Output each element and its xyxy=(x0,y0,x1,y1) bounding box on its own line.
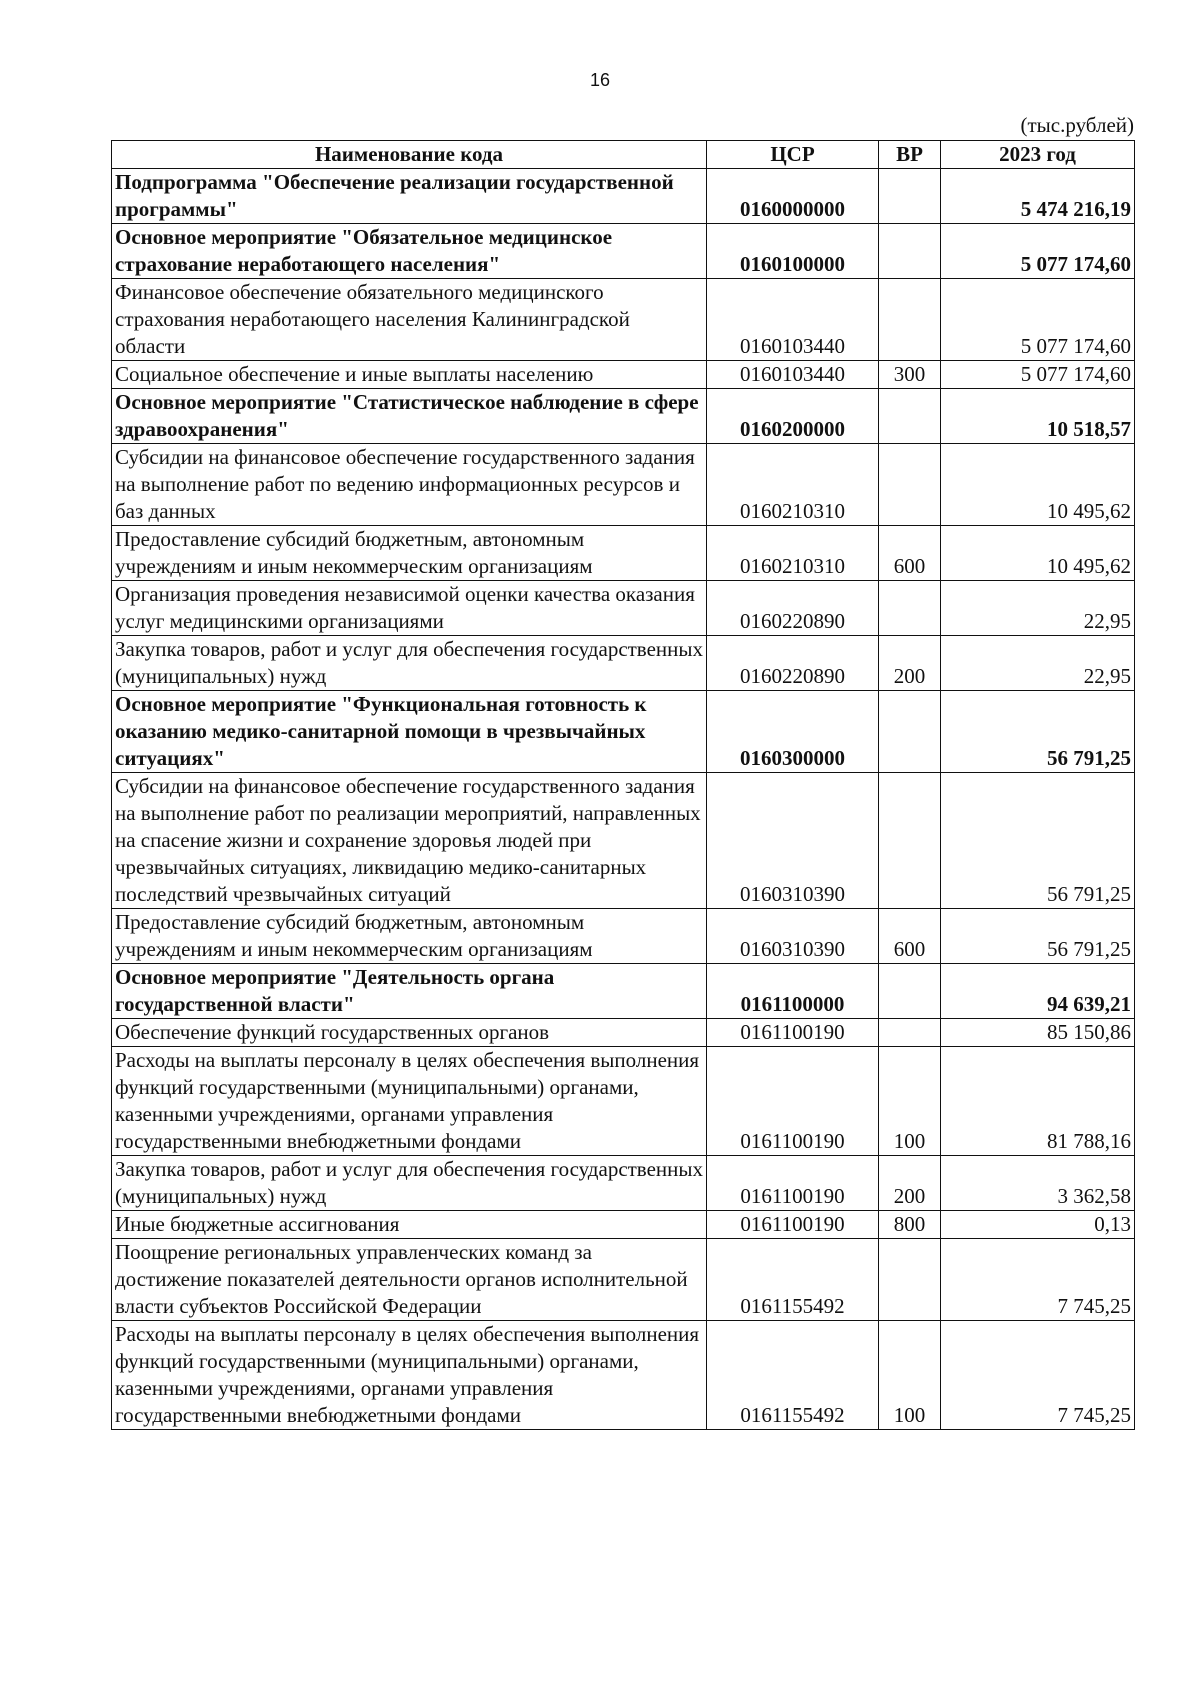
row-vr xyxy=(879,389,941,444)
table-row xyxy=(112,1321,1135,1430)
row-vr: 800 xyxy=(879,1211,941,1239)
row-amount: 10 495,62 xyxy=(941,526,1135,581)
row-vr: 100 xyxy=(879,1047,941,1156)
row-code: 0161100190 xyxy=(707,1211,879,1239)
row-code: 0160210310 xyxy=(707,444,879,526)
row-amount: 5 077 174,60 xyxy=(941,361,1135,389)
row-amount: 22,95 xyxy=(941,581,1135,636)
row-name: Основное мероприятие "Статистическое наблюдение в сфере здравоохранения" xyxy=(112,389,707,444)
table-header-row xyxy=(112,141,1135,169)
column-header-vr: ВР xyxy=(879,141,941,169)
table-row xyxy=(112,1156,1135,1211)
row-amount: 56 791,25 xyxy=(941,773,1135,909)
row-amount: 10 495,62 xyxy=(941,444,1135,526)
table-row xyxy=(112,909,1135,964)
row-name: Предоставление субсидий бюджетным, автономным учреждениям и иным некоммерческим организациям xyxy=(112,909,707,964)
row-vr xyxy=(879,1019,941,1047)
row-vr xyxy=(879,279,941,361)
units-label: (тыс.рублей) xyxy=(1020,113,1134,137)
row-vr xyxy=(879,444,941,526)
row-code: 0161155492 xyxy=(707,1321,879,1430)
row-name: Основное мероприятие "Деятельность органа государственной власти" xyxy=(112,964,707,1019)
page-number: 16 xyxy=(589,70,611,90)
row-amount: 94 639,21 xyxy=(941,964,1135,1019)
row-name: Финансовое обеспечение обязательного медицинского страхования неработающего населения Калининградской области xyxy=(112,279,707,361)
row-vr: 300 xyxy=(879,361,941,389)
row-amount: 85 150,86 xyxy=(941,1019,1135,1047)
row-name: Основное мероприятие "Функциональная готовность к оказанию медико-санитарной помощи в чрезвычайных ситуациях" xyxy=(112,691,707,773)
table-row xyxy=(112,526,1135,581)
row-amount: 5 474 216,19 xyxy=(941,169,1135,224)
row-name: Социальное обеспечение и иные выплаты населению xyxy=(112,361,707,389)
row-name: Иные бюджетные ассигнования xyxy=(112,1211,707,1239)
table-row xyxy=(112,279,1135,361)
row-amount: 5 077 174,60 xyxy=(941,279,1135,361)
row-name: Основное мероприятие "Обязательное медицинское страхование неработающего населения" xyxy=(112,224,707,279)
row-vr xyxy=(879,1239,941,1321)
row-code: 0160200000 xyxy=(707,389,879,444)
table-row xyxy=(112,224,1135,279)
row-code: 0160100000 xyxy=(707,224,879,279)
row-vr xyxy=(879,224,941,279)
table-row xyxy=(112,1047,1135,1156)
row-name: Предоставление субсидий бюджетным, автономным учреждениям и иным некоммерческим организациям xyxy=(112,526,707,581)
row-amount: 5 077 174,60 xyxy=(941,224,1135,279)
row-vr: 200 xyxy=(879,636,941,691)
row-amount: 22,95 xyxy=(941,636,1135,691)
row-amount: 7 745,25 xyxy=(941,1239,1135,1321)
row-code: 0160310390 xyxy=(707,773,879,909)
row-name: Расходы на выплаты персоналу в целях обеспечения выполнения функций государственными (муниципальными) органами, казенными учреждениями, органами управления государственными внебюджетными фондами xyxy=(112,1321,707,1430)
row-amount: 7 745,25 xyxy=(941,1321,1135,1430)
row-name: Обеспечение функций государственных органов xyxy=(112,1019,707,1047)
row-code: 0160000000 xyxy=(707,169,879,224)
row-vr xyxy=(879,773,941,909)
column-header-code: ЦСР xyxy=(707,141,879,169)
table-row xyxy=(112,964,1135,1019)
row-name: Закупка товаров, работ и услуг для обеспечения государственных (муниципальных) нужд xyxy=(112,1156,707,1211)
budget-table xyxy=(111,140,1135,1430)
row-amount: 0,13 xyxy=(941,1211,1135,1239)
table-row xyxy=(112,169,1135,224)
table-row xyxy=(112,361,1135,389)
table-row xyxy=(112,389,1135,444)
row-vr: 600 xyxy=(879,909,941,964)
row-code: 0161100190 xyxy=(707,1156,879,1211)
table-row xyxy=(112,636,1135,691)
row-amount: 56 791,25 xyxy=(941,691,1135,773)
row-name: Подпрограмма "Обеспечение реализации государственной программы" xyxy=(112,169,707,224)
row-code: 0161155492 xyxy=(707,1239,879,1321)
row-amount: 81 788,16 xyxy=(941,1047,1135,1156)
row-vr: 200 xyxy=(879,1156,941,1211)
row-code: 0161100190 xyxy=(707,1019,879,1047)
row-code: 0161100190 xyxy=(707,1047,879,1156)
row-vr xyxy=(879,581,941,636)
row-name: Субсидии на финансовое обеспечение государственного задания на выполнение работ по ведению информационных ресурсов и баз данных xyxy=(112,444,707,526)
row-code: 0160210310 xyxy=(707,526,879,581)
column-header-amount: 2023 год xyxy=(941,141,1135,169)
row-name: Поощрение региональных управленческих команд за достижение показателей деятельности органов исполнительной власти субъектов Российской Федерации xyxy=(112,1239,707,1321)
row-vr: 100 xyxy=(879,1321,941,1430)
table-row xyxy=(112,1239,1135,1321)
row-amount: 10 518,57 xyxy=(941,389,1135,444)
row-code: 0160300000 xyxy=(707,691,879,773)
column-header-name: Наименование кода xyxy=(112,141,707,169)
table-row xyxy=(112,444,1135,526)
row-name: Расходы на выплаты персоналу в целях обеспечения выполнения функций государственными (муниципальными) органами, казенными учреждениями, органами управления государственными внебюджетными фондами xyxy=(112,1047,707,1156)
row-name: Субсидии на финансовое обеспечение государственного задания на выполнение работ по реализации мероприятий, направленных на спасение жизни и сохранение здоровья людей при чрезвычайных ситуациях, ликвидацию медико-санитарных последствий чрезвычайных ситуаций xyxy=(112,773,707,909)
row-code: 0160310390 xyxy=(707,909,879,964)
row-code: 0160103440 xyxy=(707,279,879,361)
row-name: Организация проведения независимой оценки качества оказания услуг медицинскими организациями xyxy=(112,581,707,636)
row-code: 0161100000 xyxy=(707,964,879,1019)
row-vr: 600 xyxy=(879,526,941,581)
table-row xyxy=(112,691,1135,773)
row-code: 0160103440 xyxy=(707,361,879,389)
row-vr xyxy=(879,691,941,773)
row-name: Закупка товаров, работ и услуг для обеспечения государственных (муниципальных) нужд xyxy=(112,636,707,691)
row-vr xyxy=(879,964,941,1019)
table-row xyxy=(112,1211,1135,1239)
row-vr xyxy=(879,169,941,224)
row-amount: 3 362,58 xyxy=(941,1156,1135,1211)
row-code: 0160220890 xyxy=(707,636,879,691)
table-row xyxy=(112,1019,1135,1047)
table-row xyxy=(112,773,1135,909)
row-code: 0160220890 xyxy=(707,581,879,636)
table-row xyxy=(112,581,1135,636)
row-amount: 56 791,25 xyxy=(941,909,1135,964)
